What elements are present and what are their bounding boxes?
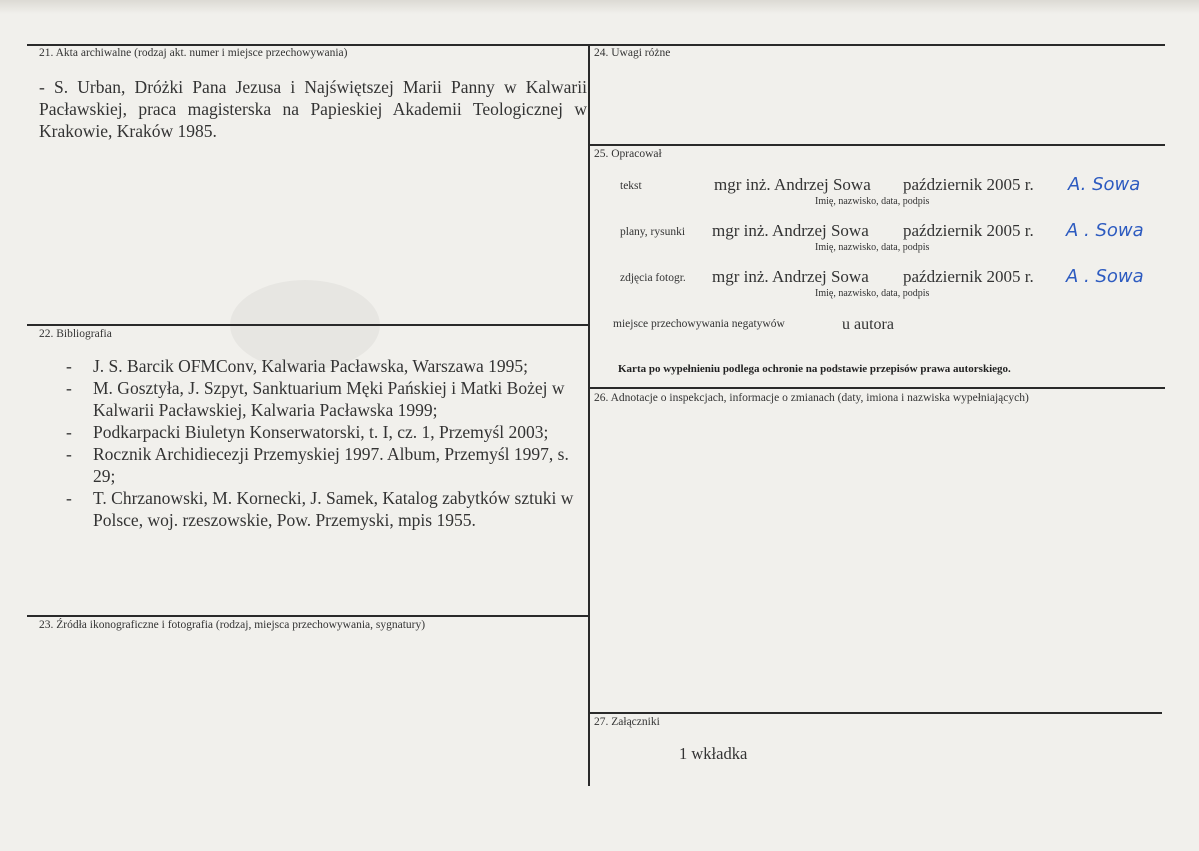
section-21-content: - S. Urban, Dróżki Pana Jezusa i Najświętszej Marii Panny w Kalwarii Pacławskiej, praca magisterska na Papieskiej Akademii Teologicznej w Krakowie, Kraków 1985. [39, 77, 587, 141]
line-21-22 [27, 324, 589, 326]
author-name: mgr inż. Andrzej Sowa [712, 221, 869, 240]
author-row-plans [0, 221, 1199, 261]
bibliography-item: - J. S. Barcik OFMConv, Kalwaria Pacławska, Warszawa 1995; [66, 355, 586, 377]
copyright-notice: Karta po wypełnieniu podlega ochronie na podstawie przepisów prawa autorskiego. [618, 363, 1011, 375]
bibliography-item: - M. Gosztyła, J. Szpyt, Sanktuarium Męki Pańskiej i Matki Bożej w Kalwarii Pacławskiej, Kalwaria Pacławska 1999; [66, 377, 586, 421]
attachments-value: 1 wkładka [679, 744, 748, 763]
line-vertical-divider [588, 44, 590, 786]
row-caption: Imię, nazwisko, data, podpis [815, 196, 930, 207]
section-27-label: 27. Załączniki [594, 716, 660, 728]
line-22-23 [27, 615, 589, 617]
line-25-26 [589, 387, 1165, 389]
negatives-value: u autora [842, 316, 894, 333]
bibliography-list [66, 355, 586, 531]
author-date: październik 2005 r. [903, 267, 1034, 286]
author-date: październik 2005 r. [903, 221, 1034, 240]
section-26-label: 26. Adnotacje o inspekcjach, informacje o zmianach (daty, imiona i nazwiska wypełniających) [594, 392, 1029, 404]
section-25-label: 25. Opracował [594, 148, 662, 160]
author-signature: A . Sowa [1066, 266, 1144, 287]
scan-edge [0, 0, 1199, 14]
bibliography-item: - Podkarpacki Biuletyn Konserwatorski, t. I, cz. 1, Przemyśl 2003; [66, 421, 586, 443]
bibliography-item: - Rocznik Archidiecezji Przemyskiej 1997. Album, Przemyśl 1997, s. 29; [66, 443, 586, 487]
section-23-label: 23. Źródła ikonograficzne i fotografia (rodzaj, miejsca przechowywania, sygnatury) [39, 619, 426, 631]
section-21-label: 21. Akta archiwalne (rodzaj akt. numer i miejsce przechowywania) [39, 47, 348, 59]
line-top-left [27, 44, 589, 46]
author-signature: A . Sowa [1066, 220, 1144, 241]
author-signature: A. Sowa [1068, 174, 1141, 195]
author-name: mgr inż. Andrzej Sowa [714, 175, 871, 194]
negatives-label: miejsce przechowywania negatywów [613, 318, 785, 330]
line-26-27 [589, 712, 1162, 714]
section-22-label: 22. Bibliografia [39, 328, 112, 340]
line-24-25 [589, 144, 1165, 146]
row-caption: Imię, nazwisko, data, podpis [815, 242, 930, 253]
author-date: październik 2005 r. [903, 175, 1034, 194]
author-row-photos [0, 267, 1199, 307]
row-label: plany, rysunki [620, 226, 686, 238]
bibliography-item: - T. Chrzanowski, M. Kornecki, J. Samek, Katalog zabytków sztuki w Polsce, woj. rzeszowskie, Pow. Przemyski, mpis 1955. [66, 487, 586, 531]
line-top-right [589, 44, 1165, 46]
author-name: mgr inż. Andrzej Sowa [712, 267, 869, 286]
row-label: tekst [620, 180, 642, 192]
section-24-label: 24. Uwagi różne [594, 47, 671, 59]
row-label: zdjęcia fotogr. [620, 272, 686, 284]
row-caption: Imię, nazwisko, data, podpis [815, 288, 930, 299]
author-row-text [0, 175, 1199, 215]
